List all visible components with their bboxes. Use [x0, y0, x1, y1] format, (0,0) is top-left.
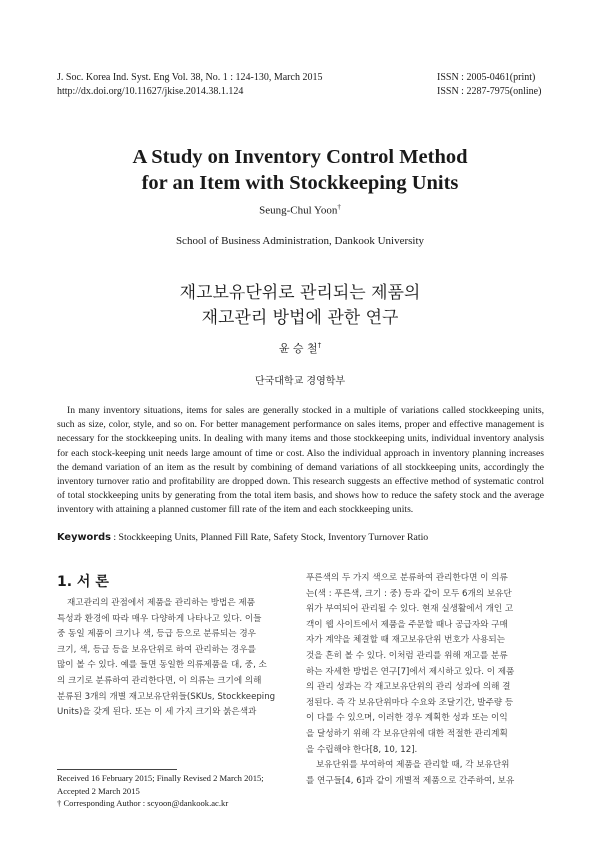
text-line: 중 동일 제품이 크기나 색, 등급 등으로 분류되는 경우 — [57, 629, 256, 640]
title-en-line1: A Study on Inventory Control Method — [132, 146, 468, 168]
title-ko-line2: 재고관리 방법에 관한 연구 — [201, 308, 399, 328]
text-line: 를 연구들[4, 6]과 같이 개별적 제품으로 간주하여, 보유 — [306, 775, 515, 786]
title-en-line2: for an Item with Stockkeeping Units — [141, 172, 459, 194]
abstract — [57, 404, 544, 518]
author-mark: † — [337, 203, 341, 211]
text-line: 위가 부여되어 관리될 수 있다. 현재 실생활에서 개인 고 — [306, 604, 514, 615]
text-line: 보유단위를 부여하여 제품을 관리할 때, 각 보유단위 — [316, 760, 510, 771]
accepted-date: Accepted 2 March 2015 — [57, 785, 140, 796]
corresponding-text: Corresponding Author : scyoon@dankook.ac.kr — [63, 798, 229, 809]
text-line: 분류된 3개의 개별 재고보유단위들(SKUs, Stockkeeping — [57, 691, 276, 702]
keywords — [57, 532, 544, 543]
text-line: 정된다. 즉 각 보유단위마다 수요와 조달기간, 발주량 등 — [306, 697, 514, 708]
body-right-column — [306, 571, 544, 789]
author-en — [0, 203, 600, 217]
received-date: Received 16 February 2015; Finally Revised 2 March 2015; — [57, 773, 264, 783]
author-en-name: Seung-Chul Yoon — [259, 204, 338, 217]
section-heading: 1. 서 론 — [57, 574, 109, 590]
text-line: 것을 흔히 볼 수 있다. 이처럼 관리를 위해 재고를 분류 — [306, 650, 508, 661]
text-line: 의 관리 성과는 각 재고보유단위의 관리 성과에 의해 결 — [306, 682, 511, 693]
text-line: 의 크기로 분류하여 관리한다면, 이 의류는 크기에 의해 — [57, 675, 262, 686]
author-ko-name: 윤 승 철 — [278, 342, 318, 355]
doi-link[interactable]: http://dx.doi.org/10.11627/jkise.2014.38.1.124 — [57, 86, 244, 97]
affiliation-en: School of Business Administration, Dankook University — [175, 235, 425, 247]
text-line: 이 다를 수 있으며, 이러한 경우 계획한 성과 또는 이익 — [306, 713, 508, 724]
text-line: 을 달성하기 위해 각 보유단위에 대한 적절한 관리계획 — [306, 728, 508, 739]
text-line: 푸른색의 두 가지 색으로 분류하여 관리한다면 이 의류 — [306, 573, 508, 583]
title-ko-line1: 재고보유단위로 관리되는 제품의 — [179, 283, 421, 303]
footnotes — [57, 772, 307, 810]
text-line: Units)을 갖게 된다. 또는 이 세 가지 크기와 붉은색과 — [57, 707, 257, 718]
text-line: 객이 웹 사이트에서 제품을 주문할 때나 공급자와 구매 — [306, 619, 508, 630]
author-ko-mark: † — [317, 341, 322, 350]
keywords-label: Keywords — [57, 532, 111, 543]
text-line: 하는 자세한 방법은 연구[7]에서 제시하고 있다. 이 제품 — [306, 666, 515, 677]
text-line: 자가 계약을 체결할 때 재고보유단위 번호가 사용되는 — [306, 635, 506, 646]
corresponding-author — [57, 797, 307, 810]
journal-citation: J. Soc. Korea Ind. Syst. Eng Vol. 38, No. 1 : 124-130, March 2015 — [57, 72, 323, 83]
author-ko — [0, 340, 600, 356]
abstract-text: In many inventory situations, items for sales are generally stocked in a multiple of variations called stockkeeping units, such as size, color, style, and so on. For better management performance on sales items, proper and effective management is necessary for the stockkeeping units. In dealing with many items and those stockkeeping units, individual inventory analysis for each stock-keeping unit needs large amount of time or cost. Also the individual approach in inventory planning increases the demand variation of an item as the result by combining of demand variations of all stockkeeping units, accordingly the inventory turnover ratio and profitability are dropped down. This research suggests an effective method of systematic control of total stockkeeping units by generating from the total item basis, and shows how to reduce the safety stock and the average inventory with attaining a planned customer fill rate of the item and each stockkeeping units. — [57, 405, 544, 516]
body-left-column — [57, 596, 297, 721]
text-line: 을 수립해야 한다[8, 10, 12]. — [306, 744, 418, 755]
text-line: 많이 볼 수 있다. 예를 들면 동일한 의류제품을 대, 중, 소 — [57, 660, 267, 671]
text-line: 재고관리의 관점에서 제품을 관리하는 방법은 제품 — [67, 598, 255, 608]
text-line: 크기, 색, 등급 등을 보유단위로 하여 관리하는 경우를 — [57, 644, 256, 655]
corresponding-mark: † — [57, 798, 62, 809]
keywords-separator: : — [110, 532, 119, 543]
footnote-rule — [57, 769, 177, 770]
affiliation-ko: 단국대학교 경영학부 — [254, 376, 346, 387]
text-line: 는(색 : 푸른색, 크기 : 중) 등과 같이 모두 6개의 보유단 — [306, 588, 512, 599]
issn-print: ISSN : 2005-0461(print) — [437, 72, 536, 83]
text-line: 특성과 환경에 따라 매우 다양하게 나타나고 있다. 이들 — [57, 613, 262, 624]
issn-online: ISSN : 2287-7975(online) — [437, 86, 542, 97]
keywords-text: Stockkeeping Units, Planned Fill Rate, Safety Stock, Inventory Turnover Ratio — [118, 532, 429, 543]
